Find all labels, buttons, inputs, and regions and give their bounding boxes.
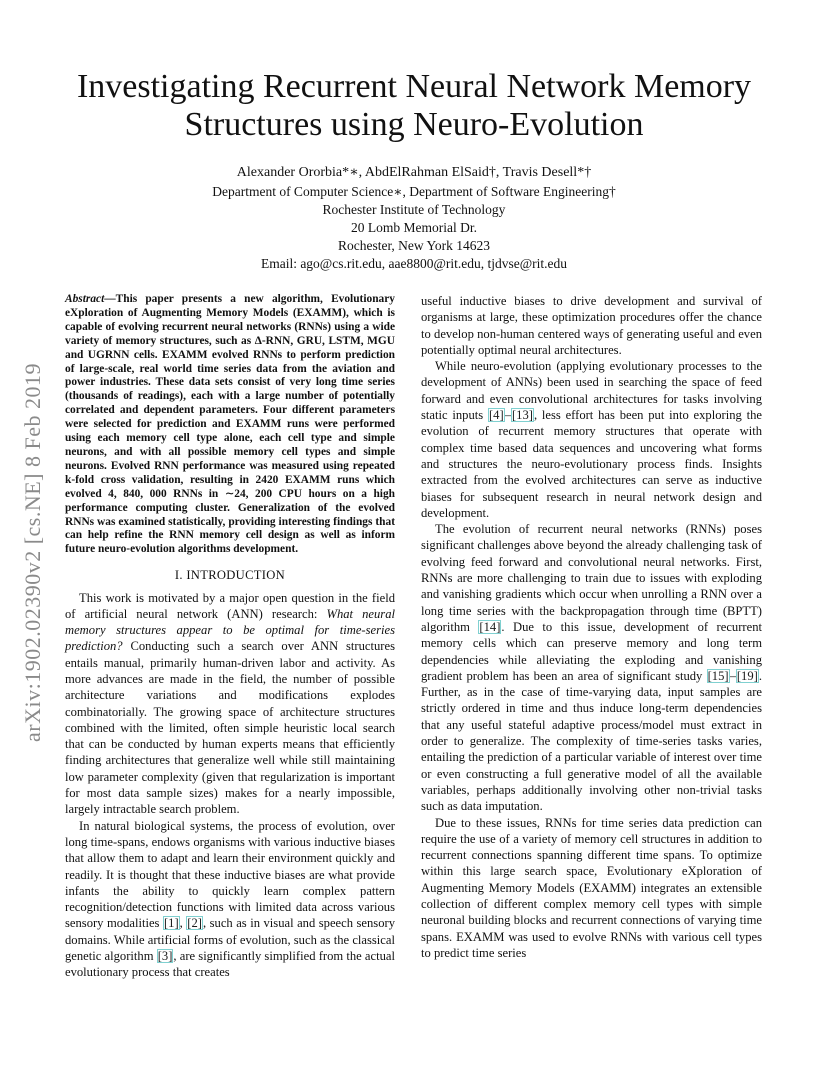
arxiv-sidebar [0, 0, 60, 1072]
author-address-line-1: 20 Lomb Memorial Dr. [351, 220, 477, 235]
right-paragraph-continuation: useful inductive biases to drive development and survival of organisms at large, these optimization procedures offer the chance to develop non-human centered ways of generating useful and even potentially optimal neural architectures. [421, 294, 762, 357]
author-names: Alexander Ororbia*∗, AbdElRahman ElSaid†, Travis Desell*† [236, 165, 592, 180]
section-heading-introduction: I. INTRODUCTION [174, 568, 286, 583]
citation-link[interactable]: [4] [488, 408, 504, 423]
citation-link[interactable]: [13] [511, 408, 533, 423]
citation-link[interactable]: [3] [157, 949, 173, 964]
intro-paragraph-1: This work is motivated by a major open question in the field of artificial neural network (ANN) research: What neural memory structures appear to be optimal for time-series prediction? Conducting such a search over ANN structures entails manual, primarily human-driven labor and activity. As more advances are made in the field, the number of possible architecture variations and modifications explodes combinatorially. The growing space of architecture structures combined with the limited, often simple heuristic local search that can be conducted by human experts means that efficiently finding architectures that generalize well while still maintaining low parameter complexity (given that regularization is important for most data sample sizes) makes for a nearly impossible, largely intractable search problem. [65, 590, 395, 817]
abstract-label: Abstract [65, 293, 105, 305]
arxiv-identifier: arXiv:1902.02390v2 [cs.NE] 8 Feb 2019 [20, 362, 45, 742]
right-paragraph-rnn-challenges: The evolution of recurrent neural networks (RNNs) poses significant challenges above beyond the already challenging task of evolving feed forward and convolutional neural networks. First, RNNs are more challenging to train due to issues with exploding and vanishing gradients which occur when unrolling a RNN over a long time series with the backpropagation through time (BPTT) algorithm [14]. Due to this issue, development of recurrent memory cells which can preserve memory and long term dependencies while alleviating the exploding and vanishing gradient problem has been an area of significant study [15]–[19]. Further, as in the case of time-varying data, input samples are strictly ordered in time and thus induce long-term dependencies that any useful stateful adaptive process/model must extract in order to generalize. The complexity of time-series tasks varies, entailing the prediction of a particular variable of interest over time or even constructing a full generative model of all the available variables, perhaps additionally involving other non-trivial tasks such as data imputation. [421, 522, 762, 814]
intro-paragraph-2: In natural biological systems, the process of evolution, over long time-spans, endows organisms with various inductive biases that allow them to adapt and learn their environment quickly and readily. It is thought that these inductive biases are what provide infants the ability to quickly learn complex pattern recognition/detection functions with limited data across various sensory modalities [1], [2], such as in visual and speech sensory domains. While artificial forms of evolution, such as the classical genetic algorithm [3], are significantly simplified from the actual evolutionary process that creates [65, 818, 395, 980]
title-line-1: Investigating Recurrent Neural Network Memory [76, 68, 752, 105]
author-address-line-2: Rochester, New York 14623 [337, 238, 491, 253]
right-paragraph-neuro-evolution: While neuro-evolution (applying evolutionary processes to the development of ANNs) been used in searching the space of feed forward and even convolutional architectures for tasks involving static inputs [4]–[13], less effort has been put into exploring the evolution of recurrent memory structures that operate with complex time based data sequences and uncovering what forms and structures the neuro-evolutionary process finds. Insights extracted from the evolved architectures can serve as inductive biases for subsequent research in neural network design and development. [421, 359, 762, 520]
author-emails: Email: ago@cs.rit.edu, aae8800@rit.edu, tjdvse@rit.edu [260, 256, 568, 271]
abstract [65, 293, 395, 557]
left-column [65, 293, 395, 981]
paper-title [60, 68, 768, 144]
citation-link[interactable]: [1] [163, 916, 179, 931]
right-column [421, 293, 762, 961]
research-question: What neural memory structures appear to be optimal for time-series prediction? [65, 606, 395, 654]
citation-link[interactable]: [19] [736, 668, 758, 683]
author-block [60, 164, 768, 273]
right-paragraph-examm: Due to these issues, RNNs for time series data prediction can require the use of a variety of memory cell structures in addition to recurrent connections spanning different time spans. To optimize within this large search space, Evolutionary eXploration of Augmenting Memory Models (EXAMM) integrates an extensible collection of different complex memory cell types with simple neuronal building blocks and recurrent connections of varying time spans. EXAMM was used to evolve RNNs with various cell types to predict time series [421, 815, 762, 960]
citation-link[interactable]: [2] [187, 916, 202, 931]
citation-link[interactable]: [14] [479, 619, 501, 634]
citation-link[interactable]: [15] [707, 668, 729, 683]
title-line-2: Structures using Neuro-Evolution [184, 106, 644, 143]
author-institution: Rochester Institute of Technology [322, 202, 506, 217]
abstract-text: —This paper presents a new algorithm, Evolutionary eXploration of Augmenting Memory Models (EXAMM), which is capable of evolving recurrent neural networks (RNNs) using a wide variety of memory structures, such as Δ-RNN, GRU, LSTM, MGU and UGRNN cells. EXAMM evolved RNNs to perform prediction of large-scale, real world time series data from the aviation and power industries. These data sets consist of very long time series (thousands of readings), each with a large number of potentially correlated and dependent parameters. Four different parameters were selected for prediction and EXAMM runs were performed using each memory cell type alone, each cell type and simple neurons, and with all possible memory cell types and simple neurons. Evolved RNN performance was measured using repeated k-fold cross validation, resulting in 2420 EXAMM runs which evolved 4, 840, 000 RNNs in ∼24, 200 CPU hours on a high performance computing cluster. Generalization of the evolved RNNs was examined statistically, providing interesting findings that can help refine the RNN memory cell design as well as inform future neuro-evolution algorithms development. [65, 293, 395, 556]
author-departments: Department of Computer Science∗, Department of Software Engineering† [212, 184, 616, 199]
